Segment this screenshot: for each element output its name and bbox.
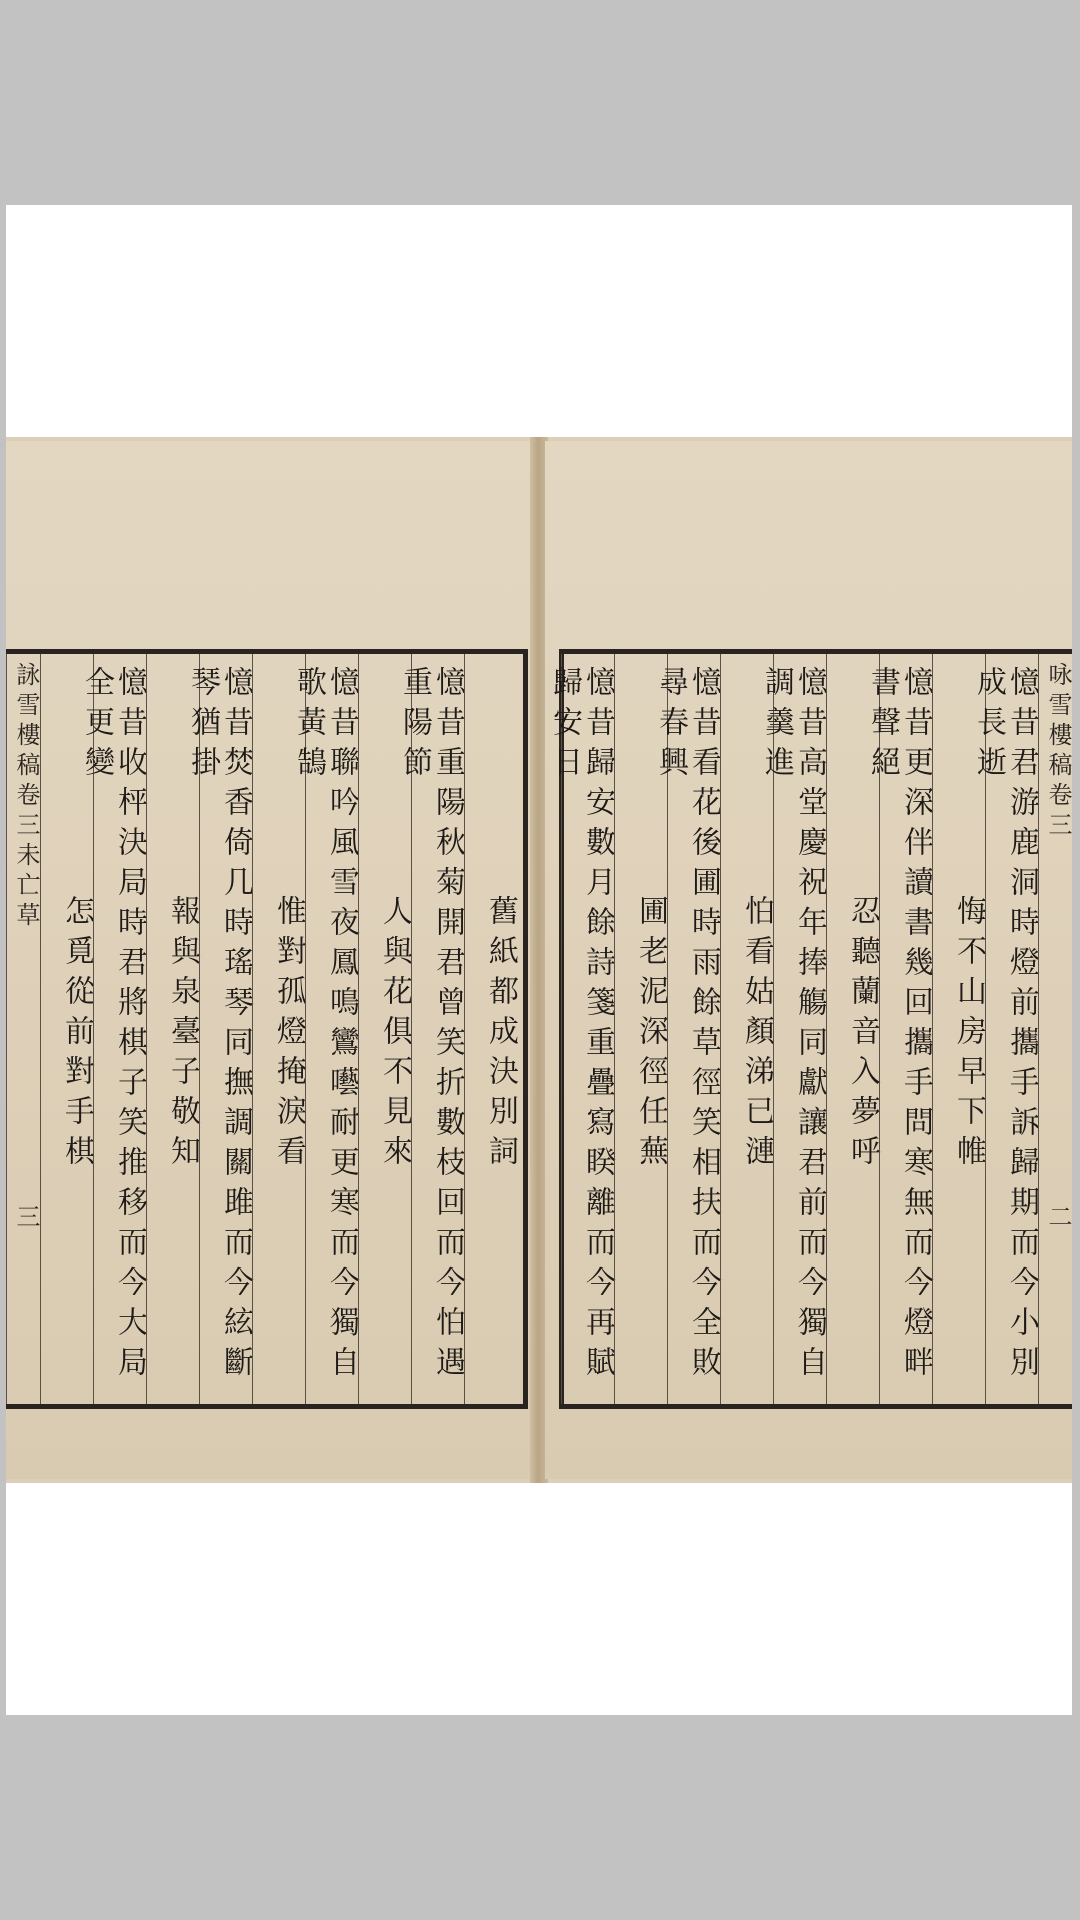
right-spine-margin: [1038, 654, 1072, 1404]
text-column: 忍聽蘭音入夢呼: [826, 654, 879, 1404]
spine-title: 咏雪樓稿: [1044, 662, 1072, 782]
book-spread: [6, 437, 1072, 1483]
text-column: 怎覓從前對手棋: [40, 654, 93, 1404]
left-spine-margin: [6, 654, 40, 1404]
right-page: [545, 441, 1072, 1479]
text-column: 憶昔君游鹿洞時燈前攜手訴歸期而今小別成長逝: [985, 654, 1038, 1404]
text-column: 憶昔聯吟風雪夜鳳鳴鸞囈耐更寒而今獨自歌黃鵠: [305, 654, 358, 1404]
text-column: 舊紙都成決別詞: [464, 654, 517, 1404]
text-column: 憶昔焚香倚几時瑤琴同撫調關雎而今絃斷琴猶掛: [199, 654, 252, 1404]
text-column: 圃老泥深徑任蕪: [614, 654, 667, 1404]
spine-title: 詠雪樓稿: [12, 662, 40, 782]
text-column: 憶昔更深伴讀書幾回攜手問寒無而今燈畔書聲絕: [879, 654, 932, 1404]
text-column: 憶昔歸安數月餘詩箋重疊寫睽離而今再賦歸安日: [561, 654, 614, 1404]
text-column: 悔不山房早下帷: [932, 654, 985, 1404]
text-column: 憶昔看花後圃時雨餘草徑笑相扶而今全敗尋春興: [667, 654, 720, 1404]
left-text-frame: [6, 649, 528, 1409]
spine-volume: 卷三: [1044, 782, 1072, 842]
text-column: 憶昔重陽秋菊開君曾笑折數枝回而今怕遇重陽節: [411, 654, 464, 1404]
spine-page-number: 三: [12, 1204, 40, 1234]
text-column: 憶昔高堂慶祝年捧觴同獻讓君前而今獨自調羹進: [773, 654, 826, 1404]
right-text-frame: [547, 649, 1072, 1409]
left-page: [6, 441, 534, 1479]
text-column: 人與花俱不見來: [358, 654, 411, 1404]
right-columns: [547, 654, 1072, 1404]
left-columns: [6, 654, 517, 1404]
text-column: 怕看姑顏涕已漣: [720, 654, 773, 1404]
text-column: 報與泉臺子敬知: [146, 654, 199, 1404]
spine-page-number: 二: [1044, 1204, 1072, 1234]
spine-chapter: 未亡草: [12, 842, 40, 932]
text-column: 憶昔收枰決局時君將棋子笑推移而今大局全更變: [93, 654, 146, 1404]
text-column: 惟對孤燈掩淚看: [252, 654, 305, 1404]
spine-volume: 卷三: [12, 782, 40, 842]
